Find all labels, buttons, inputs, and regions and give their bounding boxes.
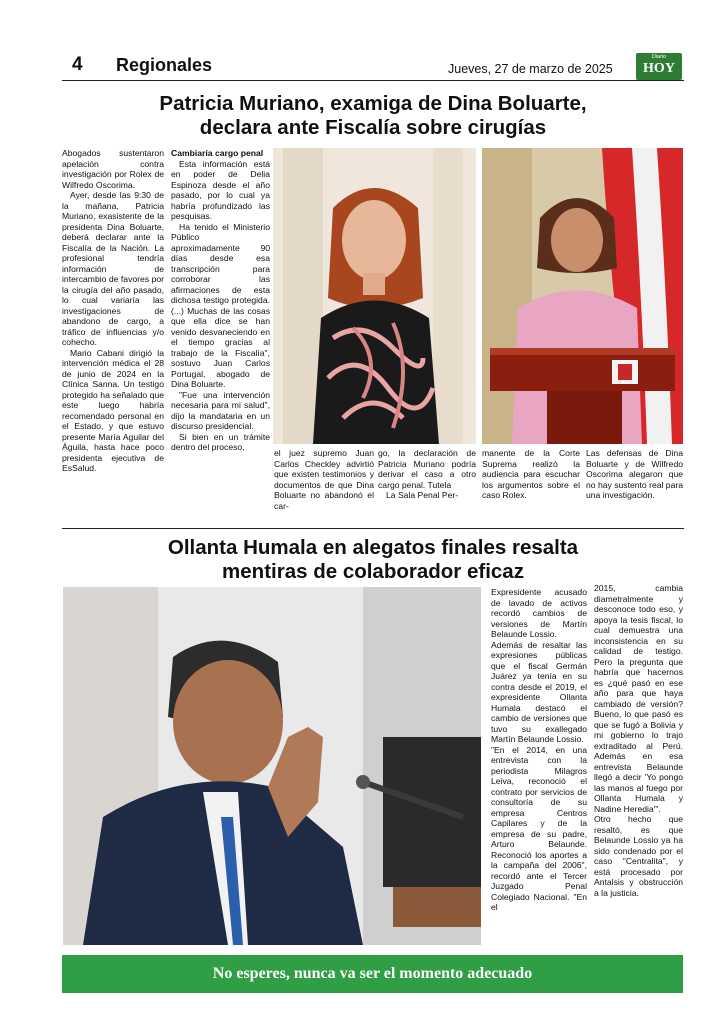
header-rule [62,80,684,81]
article1-lead: Abogados sustentaron apelación contra investigación por Rolex de Wilfredo Oscorima. [62,148,164,190]
article1-paragraph: Esta información está en poder de Delia Espinoza desde el año pasado, por lo cual ya habría profundizado las pesquisas. [171,158,270,221]
article1-col5 [482,448,580,501]
article1-paragraph: Las defensas de Dina Boluarte y de Wilfredo Oscorima alegaron que no hay sustento real para una investigación. [586,448,683,500]
article1-paragraph: La Sala Penal Per- [386,490,459,500]
article2-paragraph: 2015, cambia diametralmente y desconoce todo eso, y apoya la tesis fiscal, lo cual demuestra una inconsistencia en su calidad de testigo. Pero la pregunta que habría que hacernos es ¿qué pasó en ese año para que haya cambiado de versión? Bueno, lo que pasó es que se fugó a Bolivia y mi gobierno lo trajo extraditado al Perú. Además en esa entrevista Belaunde llegó a decir 'Yo pongo las manos al fuego por Ollanta Humala y Nadine Heredia'". [594,583,683,814]
article1-col6 [586,448,683,501]
photo-dina-boluarte [482,148,683,444]
newspaper-logo [636,53,682,80]
article1-col3 [274,448,374,511]
article1-col2 [171,148,270,453]
person-photo-illustration [482,148,683,444]
article2-headline-line1: Ollanta Humala en alegatos finales resalta [167,536,579,559]
photo-patricia-muriano [273,148,476,444]
photo-ollanta-humala [63,587,481,945]
logo-big-text: HOY [643,61,675,76]
article1-paragraph: manente de la Corte Suprema realizó la audiencia para escuchar los argumentos sobre el caso Rolex. [482,448,580,500]
article1-col4 [378,448,476,501]
section-title: Regionales [116,55,213,75]
article1-paragraph: go, la declaración de Patricia Muriano podría derivar el caso a otro cargo penal. Tutela [378,448,476,490]
page-number: 4 [72,54,83,75]
article2-col1 [491,587,587,913]
logo-small-text: Diario [651,54,667,60]
article2-headline-line2: mentiras de colaborador eficaz [222,560,524,583]
article1-col1 [62,148,164,474]
article2-lead: Expresidente acusado de lavado de activos recordó cambios de versiones de Martín Belaunde Lossio. [491,587,587,639]
person-photo-illustration [273,148,476,444]
article1-paragraph: Ayer, desde las 9:30 de la mañana, Patricia Muriano, exasistente de la presidenta Dina Boluarte, deberá declarar ante la Fiscalía de la Nación. La profesional tendría información de intercambio de favores por la cirugía del año pasado, lo cual variaría las investigaciones de abandono de cargo, a tráfico de influencias y/o cohecho. [62,190,164,347]
article2-headline [62,536,684,584]
article1-headline [62,92,684,140]
article1-paragraph: "Fue una intervención necesaria para mi salud", dijo la mandataria en un discurso presidencial. [171,389,270,431]
article1-headline-line2: declara ante Fiscalía sobre cirugías [199,116,547,139]
article1-paragraph: Ha tenido el Ministerio Público aproximadamente 90 días desde esa transcripción para corroborar las afirmaciones de esta dichosa testigo protegida. (...) Muchas de las cosas que ella dice se han venido desvaneciendo en el tiempo gracias al trabajo de la Fiscalía", sostuvo Juan Carlos Portugal, abogado de Dina Boluarte. [171,221,270,389]
article1-paragraph: Mario Cabani dirigió la intervención médica el 28 de junio de 2024 en la Clínica Sanna. Un testigo protegido ha señalado que este luego habría recomendado personal en el Estado, y que estuvo presente María Aguilar del Águila, hasta hace poco presidenta ejecutiva de EsSalud. [62,347,164,473]
article2-paragraph: "En el 2014, en una entrevista con la periodista Milagros Leiva, reconoció el contrato por servicios de consultoría de su empresa Centros Capilares y de la empresa de su padre, Arturo Belaunde. Reconoció los aportes a la campaña del 2006", recordó ante el Tercer Juzgado Penal Colegiado Nacional. "En el [491,744,587,912]
issue-date: Jueves, 27 de marzo de 2025 [448,62,613,76]
article1-subhead: Cambiaría cargo penal [171,148,264,158]
article2-paragraph: Otro hecho que resaltó, es que Belaunde Lossio ya ha sido condenado por el caso "Centralita", y está procesado por Antalsis y obstrucción a la justicia. [594,814,683,898]
article2-paragraph: Además de resaltar las expresiones públicas que el fiscal Germán Juárez ya tenía en su contra desde el 2019, el expresidente Ollanta Humala destacó el cambio de versiones que tuvo su exallegado Martín Belaunde Lossio. [491,639,587,744]
article1-paragraph: el juez supremo Juan Carlos Checkley advirtió que existen testimonios y documentos de que Dina Boluarte no abandonó el car- [274,448,374,511]
article-divider [62,528,684,529]
article1-headline-line1: Patricia Muriano, examiga de Dina Boluarte, [159,92,587,115]
article1-paragraph: Si bien en un trámite dentro del proceso, [171,431,270,452]
article2-col2 [594,583,683,898]
person-photo-illustration [63,587,481,945]
footer-banner: No esperes, nunca va ser el momento adecuado [62,955,683,993]
